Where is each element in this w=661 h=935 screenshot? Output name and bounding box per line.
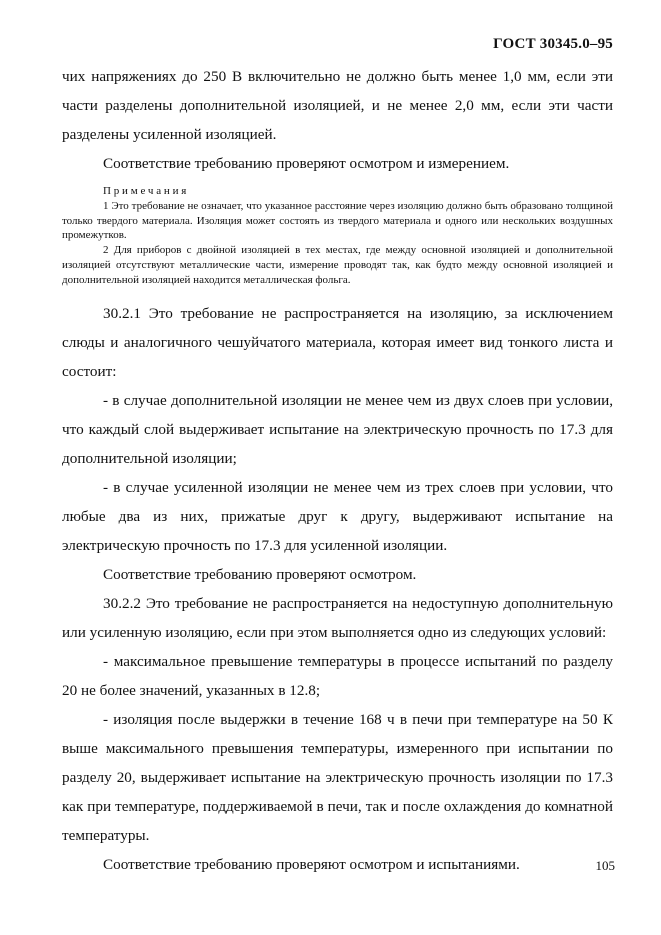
notes-title: Примечания bbox=[103, 185, 190, 197]
note-2: 2 Для приборов с двойной изоляцией в тех местах, где между основной изоляцией и дополнительной изоляцией отсутствуют металлические части, измерение проводят так, как будто между основной изоляцией и дополнительной изоляцией находится металлическая фольга. bbox=[62, 244, 613, 286]
paragraph-compliance-tests: Соответствие требованию проверяют осмотром и испытаниями. bbox=[103, 855, 520, 873]
paragraph-continuation: чих напряжениях до 250 В включительно не должно быть менее 1,0 мм, если эти части разделены дополнительной изоляцией, и не менее 2,0 мм, если эти части разделены усиленной изоляцией. bbox=[62, 68, 613, 143]
paragraph-compliance-check: Соответствие требованию проверяют осмотром и измерением. bbox=[103, 155, 510, 172]
list-item-supplementary: - в случае дополнительной изоляции не менее чем из двух слоев при условии, что каждый слой выдерживает испытание на электрическую прочность по 17.3 для дополнительной изоляции; bbox=[62, 391, 613, 467]
paragraph-compliance-inspection: Соответствие требованию проверяют осмотром. bbox=[103, 565, 417, 583]
list-item-oven-test: - изоляция после выдержки в течение 168 ч в печи при температуре на 50 К выше максимального превышения температуры, измеренного при испытании по разделу 20, выдерживает испытание на электрическую прочность изоляции по 17.3 как при температуре, поддерживаемой в печи, так и после охлаждения до комнатной температуры. bbox=[62, 710, 613, 844]
note-1: 1 Это требование не означает, что указанное расстояние через изоляцию должно быть образовано толщиной только твердого материала. Изоляция может состоять из твердого материала и одного или нескольких воздушных промежутков. bbox=[62, 199, 613, 242]
page-body bbox=[62, 62, 613, 879]
clause-30-2-2: 30.2.2 Это требование не распространяется на недоступную дополнительную или усиленную изоляцию, если при этом выполняется одно из следующих условий: bbox=[62, 594, 613, 641]
page-number: 105 bbox=[595, 858, 615, 873]
clause-30-2-1: 30.2.1 Это требование не распространяется на изоляцию, за исключением слюды и аналогичного чешуйчатого материала, которая имеет вид тонкого листа и состоит: bbox=[62, 304, 613, 380]
list-item-temperature-rise: - максимальное превышение температуры в процессе испытаний по разделу 20 не более значений, указанных в 12.8; bbox=[62, 652, 613, 699]
list-item-reinforced: - в случае усиленной изоляции не менее чем из трех слоев при условии, что любые два из них, прижатые друг к другу, выдерживают испытание на электрическую прочность по 17.3 для усиленной изоляции. bbox=[62, 478, 613, 554]
notes-block bbox=[62, 184, 613, 288]
document-code: ГОСТ 30345.0–95 bbox=[493, 36, 613, 52]
